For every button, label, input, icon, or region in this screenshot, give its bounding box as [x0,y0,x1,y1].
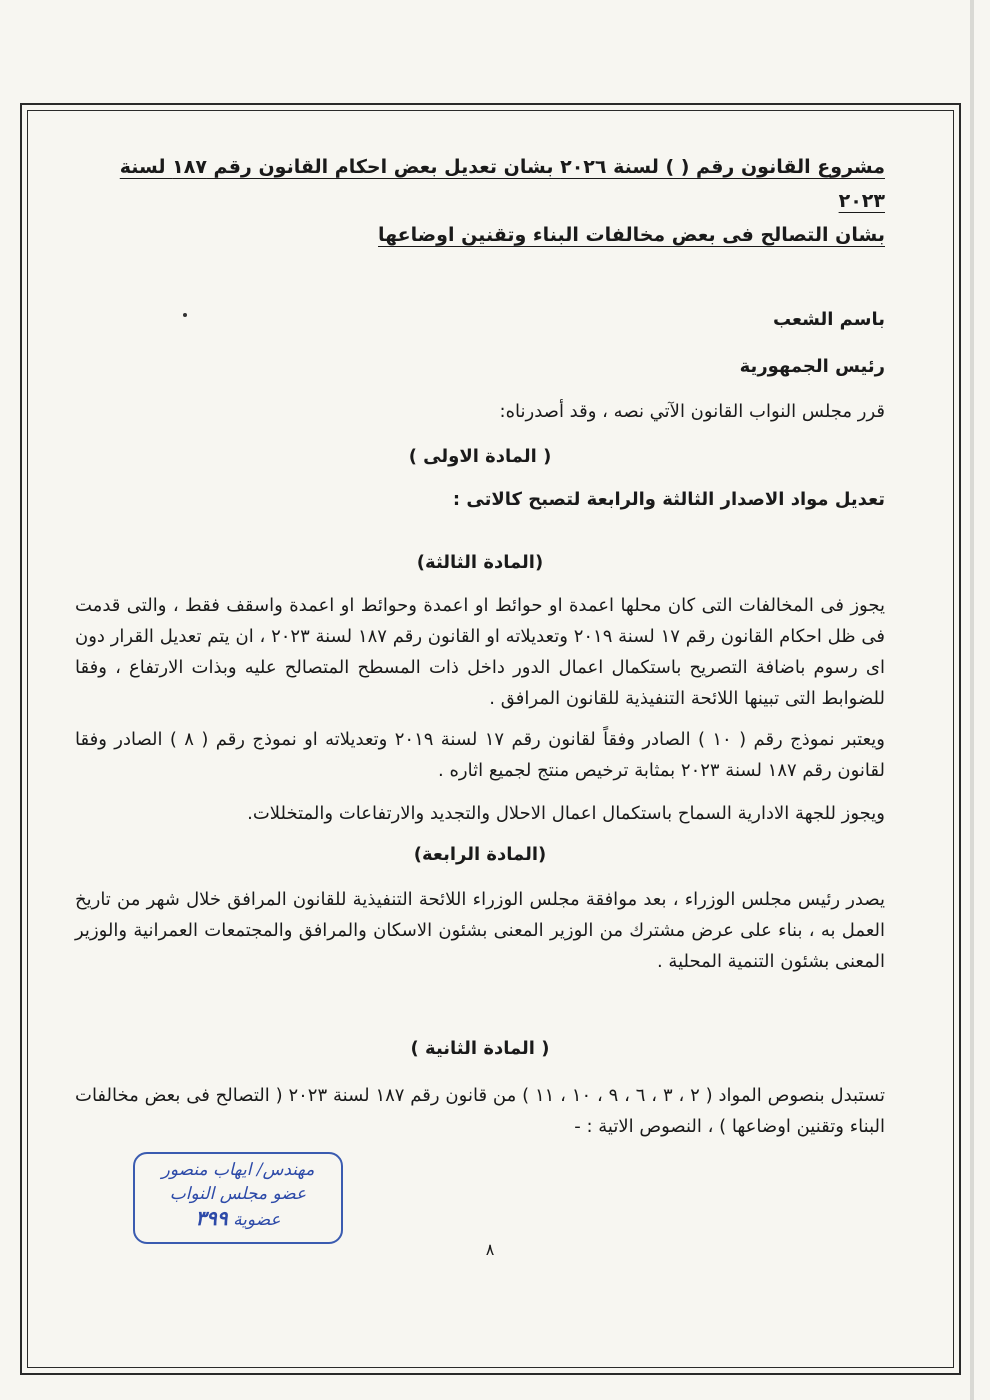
article-second-heading: ( المادة الثانية ) [410,1038,550,1059]
article-third-paragraph-2: ويعتبر نموذج رقم ( ١٠ ) الصادر وفقاً لقانون رقم ١٧ لسنة ٢٠١٩ وتعديلاته او نموذج رقم ( ٨ ) الصادر وفقا لقانون رقم ١٨٧ لسنة ٢٠٢٣ بمثابة ترخيص منتج لجميع اثاره . [75,729,885,781]
signature-stamp [133,1152,343,1244]
article-third-paragraph-3: ويجوز للجهة الادارية السماح باستكمال اعمال الاحلال والتجديد والارتفاعات والمتخللات. [247,803,885,824]
document-body [75,150,885,1142]
article-third-paragraph-1: يجوز فى المخالفات التى كان محلها اعمدة او حوائط او اعمدة وحوائط او اعمدة واسقف فقط ، والتى قدمت فى ظل احكام القانون رقم ١٧ لسنة ٢٠١٩ وتعديلاته او القانون رقم ١٨٧ لسنة ٢٠٢٣ ، ان يتم تعديل القرار دون اى رسوم باضافة التصريح باستكمال اعمال الدور داخل ذات المسطح المتصالح عليه وبذات الارتفاع ، وفقا للضوابط التى تبينها اللائحة التنفيذية للقانون المرافق . [75,595,885,709]
president-line: رئيس الجمهورية [739,356,885,377]
stamp-membership-number: ٣٩٩ [195,1206,228,1230]
article-fourth-heading: (المادة الرابعة) [413,844,547,865]
page-number: ٨ [485,1240,495,1259]
stamp-membership-label: عضوية [233,1210,281,1230]
title-line-1: مشروع القانون رقم ( ) لسنة ٢٠٢٦ بشان تعديل بعض احكام القانون رقم ١٨٧ لسنة ٢٠٢٣ [119,156,885,212]
article-fourth-paragraph-1: يصدر رئيس مجلس الوزراء ، بعد موافقة مجلس الوزراء اللائحة التنفيذية للقانون المرافق خلال شهر من تاريخ العمل به ، بناء على عرض مشترك من الوزير المعنى بشئون الاسكان والمرافق والمجتمعات العمرانية والوزير المعنى بشئون التنمية المحلية . [75,889,885,972]
scan-edge [970,0,974,1400]
article-first-heading: ( المادة الاولى ) [408,446,552,467]
article-third-heading: (المادة الثالثة) [416,552,544,573]
title-line-2: بشان التصالح فى بعض مخالفات البناء وتقنين اوضاعها [378,224,885,246]
article-first-text: تعديل مواد الاصدار الثالثة والرابعة لتصبح كالاتى : [452,489,885,510]
stamp-line-2: عضو مجلس النواب [169,1184,307,1204]
in-name-of-people: باسم الشعب [772,309,885,330]
stamp-line-3 [135,1206,341,1232]
stamp-line-1: مهندس/ ايهاب منصور [161,1160,315,1180]
article-second-paragraph-1: تستبدل بنصوص المواد ( ٢ ، ٣ ، ٦ ، ٩ ، ١٠ ، ١١ ) من قانون رقم ١٨٧ لسنة ٢٠٢٣ ( التصالح فى بعض مخالفات البناء وتقنين اوضاعها ) ، النصوص الاتية : - [75,1085,885,1137]
preamble: قرر مجلس النواب القانون الآتي نصه ، وقد أصدرناه: [499,401,885,422]
